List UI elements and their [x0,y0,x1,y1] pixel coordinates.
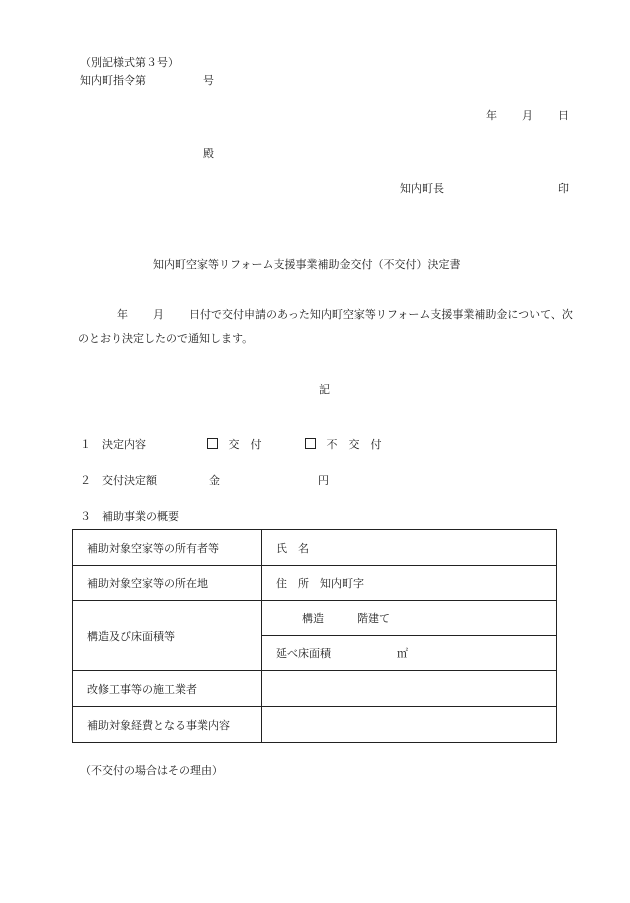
issuer-name: 知内町長 [400,182,444,195]
summary-table [72,529,557,743]
addressee-suffix: 殿 [203,147,214,160]
grant-checkbox[interactable] [207,438,218,449]
grant-option[interactable] [207,438,262,452]
amount-prefix: 金 [209,474,220,487]
document-number-prefix: 知内町指令第 [80,74,146,87]
body-year: 年 [117,308,128,321]
scope-label: 補助対象経費となる事業内容 [73,707,262,743]
body-text: 日付で交付申請のあった知内町空家等リフォーム支援事業補助金について、次のとおり決定したので通知します。 [78,308,573,345]
decision-label: １ 決定内容 [80,438,146,451]
table-row [73,530,557,566]
owner-value[interactable] [262,530,557,566]
nongrant-option-label: 不 交 付 [326,438,382,451]
floor-area-unit: ㎡ [397,647,408,660]
table-row [73,707,557,743]
date-year-label: 年 [486,109,497,122]
seal-mark: 印 [558,182,569,195]
document-title: 知内町空家等リフォーム支援事業補助金交付（不交付）決定書 [153,258,461,271]
owner-value-text: 氏 名 [276,541,309,555]
body-paragraph [78,303,578,351]
summary-heading: ３ 補助事業の概要 [80,510,179,523]
amount-label: ２ 交付決定額 [80,474,157,487]
floor-area-cell[interactable] [262,636,557,671]
floor-area-label: 延べ床面積 [276,647,331,660]
date-day-label: 日 [558,109,569,122]
table-row [73,671,557,707]
scope-value[interactable] [262,707,557,743]
table-row [73,566,557,601]
grant-option-label: 交 付 [228,438,262,451]
nongrant-reason-label: （不交付の場合はその理由） [80,764,223,777]
structure-value[interactable] [262,601,557,636]
structure-value-text: 構造 階建て [302,612,390,625]
owner-label: 補助対象空家等の所有者等 [73,530,262,566]
location-label: 補助対象空家等の所在地 [73,566,262,601]
location-value[interactable] [262,566,557,601]
amount-unit: 円 [318,474,329,487]
nongrant-checkbox[interactable] [305,438,316,449]
body-month: 月 [153,308,164,321]
structure-label: 構造及び床面積等 [73,601,262,671]
date-month-label: 月 [522,109,533,122]
form-number-label: （別記様式第３号） [80,56,179,69]
document-number-suffix: 号 [203,74,214,87]
location-value-text: 住 所 知内町字 [276,577,364,590]
nongrant-option[interactable] [305,438,382,452]
contractor-label: 改修工事等の施工業者 [73,671,262,707]
ki-heading: 記 [319,383,330,396]
contractor-value[interactable] [262,671,557,707]
table-row [73,601,557,636]
